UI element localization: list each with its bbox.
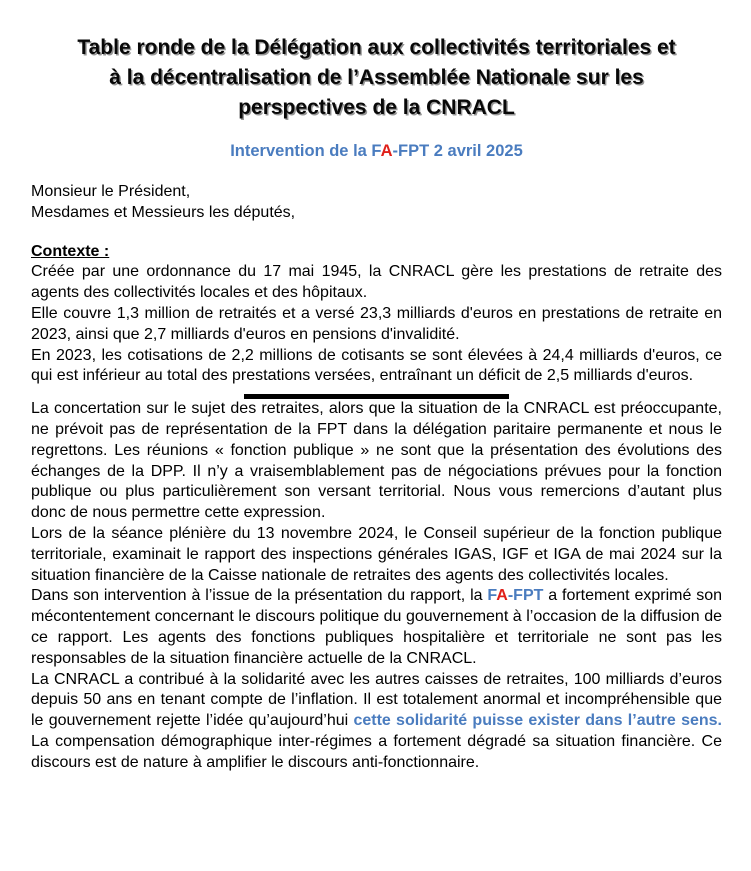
salutation [31, 182, 722, 224]
context-paragraph-creation: Créée par une ordonnance du 17 mai 1945, la CNRACL gère les prestations de retraite des agents des collectivités locales et des hôpitaux. [31, 263, 722, 302]
context-paragraph-cotisations: En 2023, les cotisations de 2,2 millions de cotisants se sont élevées à 24,4 milliards d'euros, ce qui est inférieur au total des prestations versées, entraînant un déficit de 2,5 milliards d'euros. [31, 346, 722, 385]
salutation-line-2: Mesdames et Messieurs les députés, [31, 203, 296, 221]
subtitle-intervention [31, 141, 722, 162]
text-run-bold-blue: F [487, 587, 497, 605]
paragraph-solidarite [31, 670, 722, 774]
text-run-bold-red: A [496, 587, 508, 605]
context-heading: Contexte : [31, 242, 110, 260]
title-line-1: Table ronde de la Délégation aux collectivités territoriales et [77, 36, 676, 59]
paragraph-concertation: La concertation sur le sujet des retraites, alors que la situation de la CNRACL est préoccupante, ne prévoit pas de représentation de la FPT dans la délégation paritaire permanente et nous le regrettons. Les réunions « fonction publique » ne sont que la présentation des évolutions des échanges de la DPP. Il n’y a vraisemblablement pas de négociations prévues pour la fonction publique ou plus particulièrement son versant territorial. Nous vous remercions d’autant plus donc de nous permettre cette expression. [31, 400, 722, 522]
text-run-blue: Intervention de la F [230, 142, 381, 160]
text-run: Dans son intervention à l’issue de la présentation du rapport, la [31, 587, 488, 605]
context-paragraph-couverture: Elle couvre 1,3 million de retraités et a versé 23,3 milliards d'euros en prestations de retraite en 2023, ainsi que 2,7 milliards d'euros en pensions d'invalidité. [31, 304, 722, 343]
salutation-line-1: Monsieur le Président, [31, 183, 191, 200]
title-line-3: perspectives de la CNRACL [238, 96, 515, 119]
text-run-bold-blue: cette solidarité puisse exister dans l’autre sens. [353, 712, 722, 730]
text-run-bold-blue: -FPT [507, 587, 544, 605]
text-run-red: A [380, 142, 393, 160]
paragraph-seance-pleniere: Lors de la séance plénière du 13 novembre 2024, le Conseil supérieur de la fonction publique territoriale, examinait le rapport des inspections générales IGAS, IGF et IGA de mai 2024 sur la situation financière de la Caisse nationale de retraites des agents des collectivités locales. [31, 524, 722, 584]
text-run: a fortement exprimé son mécontentement concernant le discours politique du gouvernement à l’occasion de la diffusion de ce rapport. Les agents des fonctions publiques hospitalière et territoriale ne sont pas les responsables de la situation financière actuelle de la CNRACL. [31, 587, 723, 667]
paragraph-intervention-fafpt [31, 586, 722, 669]
text-run: La compensation démographique inter-régimes a fortement dégradé sa situation financière. Ce discours est de nature à amplifier le discours anti-fonctionnaire. [31, 732, 722, 771]
document-title [31, 33, 722, 123]
text-run-blue: -FPT 2 avril 2025 [392, 142, 523, 160]
text-run: La CNRACL a contribué à la solidarité avec les autres caisses de retraites, 100 milliards d’euros depuis 50 ans en tenant compte de l’inflation. Il est totalement anormal et incompréhensible que le gouvernement rejette l’idée qu’aujourd’hui [31, 670, 722, 730]
title-line-2: à la décentralisation de l’Assemblée Nationale sur les [109, 66, 644, 89]
